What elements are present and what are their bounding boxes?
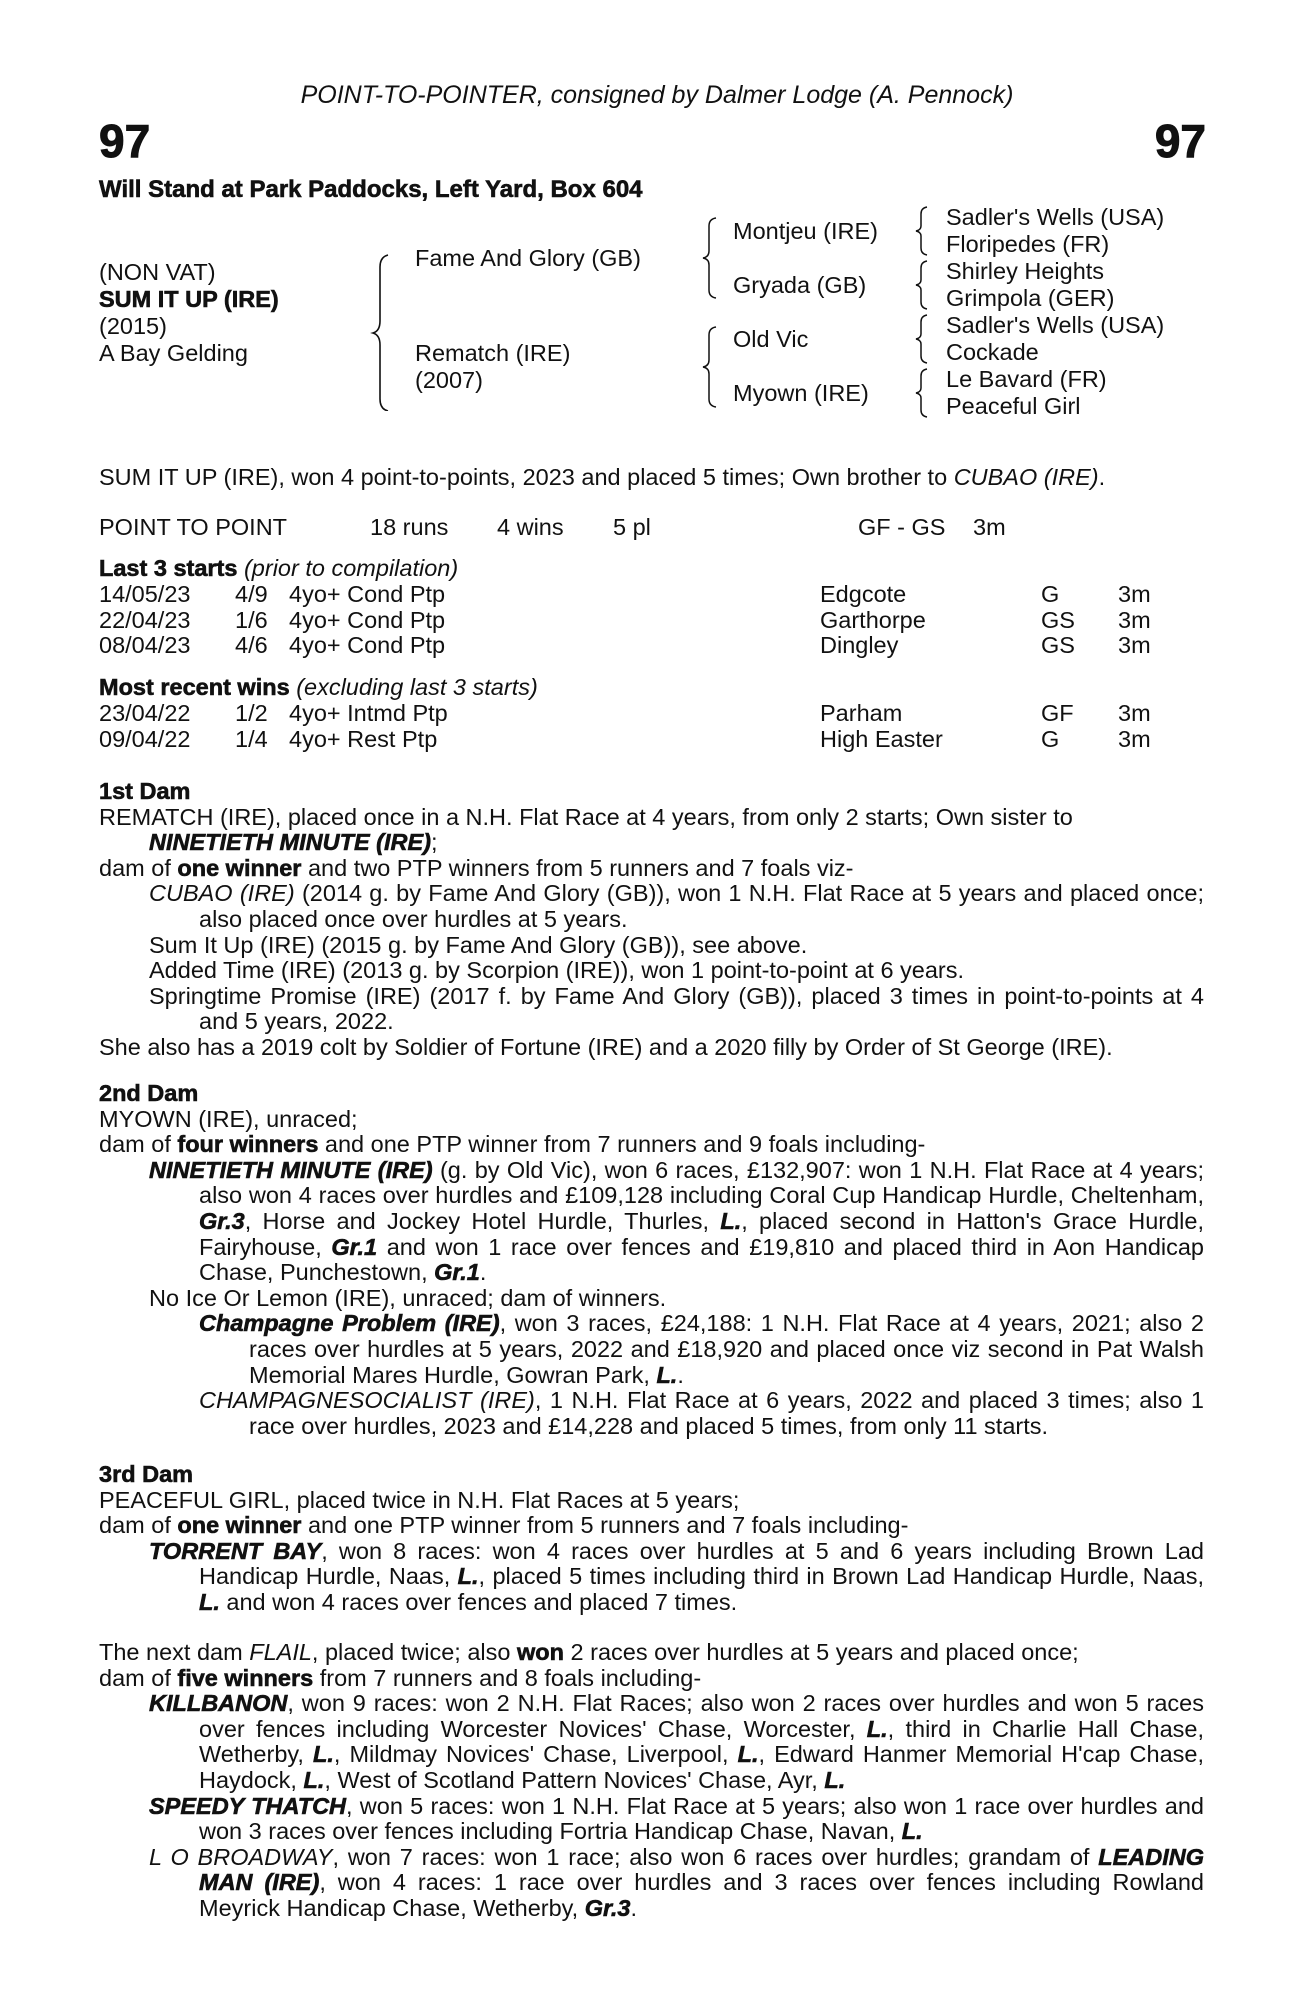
result-going: GS: [1041, 632, 1075, 659]
first-dam-sister: [99, 830, 1204, 856]
dam-sire: Old Vic: [733, 326, 809, 352]
pedigree-brace-g4: [913, 367, 931, 419]
result-pos: 1/2: [235, 700, 268, 726]
catalogue-header: POINT-TO-POINTER, consigned by Dalmer Lodge (A. Pennock): [300, 81, 1014, 109]
result-dist: 3m: [1118, 725, 1151, 752]
first-dam-line: REMATCH (IRE), placed once in a N.H. Flat Race at 4 years, from only 2 starts; Own sister to: [99, 803, 1073, 830]
summary-brother: CUBAO (IRE): [953, 464, 1099, 490]
last3-heading-text: Last 3 starts: [99, 555, 238, 581]
summary-end: .: [1098, 464, 1106, 490]
result-row: [0, 633, 1314, 659]
recent-note: (excluding last 3 starts): [296, 674, 538, 700]
third-dam-heading: 3rd Dam: [99, 1461, 194, 1487]
result-pos: 1/4: [235, 725, 268, 752]
stats-placed: 5 pl: [613, 514, 651, 540]
summary-text: SUM IT UP (IRE), won 4 point-to-points, 2023 and placed 5 times; Own brother to: [99, 464, 954, 490]
speedy-thatch-name: SPEEDY THATCH: [149, 1792, 347, 1819]
result-pos: 4/9: [235, 581, 268, 607]
lo-broadway-text-2: , won 4 races: 1 race over hurdles and 3 races over fences including Rowland Meyrick Handicap Chase, Wetherby,: [199, 1869, 1204, 1921]
lo-broadway-name: L O BROADWAY: [149, 1843, 333, 1870]
next-dam-b: , placed twice; also: [311, 1639, 517, 1665]
ninetieth-text-5: .: [479, 1259, 487, 1286]
dam-of-b: four winners: [177, 1131, 319, 1158]
listed-badge: L.: [901, 1818, 923, 1845]
listed-badge: L.: [312, 1741, 334, 1768]
pedigree-g5: Sadler's Wells (USA): [946, 312, 1165, 338]
flail-name: FLAIL: [249, 1639, 312, 1665]
dam-of-b: one winner: [177, 1512, 302, 1539]
first-dam-heading: 1st Dam: [99, 778, 191, 804]
sire-sire: Montjeu (IRE): [733, 218, 878, 244]
sister-semicolon: ;: [431, 829, 438, 856]
result-date: 22/04/23: [99, 606, 191, 633]
result-course: Garthorpe: [820, 606, 926, 633]
pedigree-brace-g1: [913, 205, 931, 257]
result-row: [0, 608, 1314, 634]
killbanon-text-1: , won 9 races: won 2 N.H. Flat Races; also won 2 races over hurdles and won 5 races over fences including Worcester Novices' Chase, Worcester,: [199, 1690, 1204, 1742]
race-summary: [99, 465, 1204, 491]
grade-3-badge: Gr.3: [199, 1207, 245, 1234]
dam-name: Rematch (IRE): [415, 340, 571, 366]
cubao-name: CUBAO (IRE): [149, 880, 295, 907]
result-race: 4yo+ Cond Ptp: [289, 606, 446, 633]
next-dam-line: [99, 1640, 1204, 1666]
next-dam-won: won: [517, 1639, 564, 1665]
result-date: 14/05/23: [99, 581, 191, 607]
dam-of-c: and two PTP winners from 5 runners and 7 foals viz-: [301, 854, 854, 881]
lot-number-right: 97: [1154, 115, 1206, 167]
result-going: GF: [1041, 700, 1074, 726]
cubao-text: (2014 g. by Fame And Glory (GB)), won 1 N.H. Flat Race at 5 years and placed once; also placed once over hurdles at 5 years.: [199, 880, 1204, 932]
sire-dam: Gryada (GB): [733, 272, 867, 298]
killbanon-text-4: , Edward Hanmer Memorial H'cap Chase, Haydock,: [199, 1741, 1205, 1793]
dam-of-c: and one PTP winner from 7 runners and 9 foals including-: [318, 1131, 926, 1158]
result-course: Parham: [820, 700, 903, 726]
torrent-bay-text-3: and won 4 races over fences and placed 7 times.: [219, 1588, 738, 1615]
horse-name: SUM IT UP (IRE): [99, 286, 279, 312]
dam-of-c: and one PTP winner from 5 runners and 7 foals including-: [301, 1512, 909, 1539]
result-going: G: [1041, 725, 1060, 752]
horse-description: A Bay Gelding: [99, 340, 248, 366]
recent-heading: [99, 675, 538, 701]
result-race: 4yo+ Cond Ptp: [289, 581, 446, 607]
dam-of-b: five winners: [177, 1664, 314, 1691]
dam-of-a: dam of: [99, 1512, 178, 1539]
sister-name: NINETIETH MINUTE (IRE): [149, 829, 431, 856]
leading-man-name: LEADING MAN (IRE): [199, 1843, 1204, 1896]
third-dam-section: [99, 1462, 1204, 1616]
ninetieth-text-2: , Horse and Jockey Hotel Hurdle, Thurles,: [244, 1207, 721, 1234]
sire-name: Fame And Glory (GB): [415, 245, 641, 271]
pedigree-g6: Cockade: [946, 339, 1039, 365]
listed-badge: L.: [199, 1588, 220, 1615]
result-race: 4yo+ Rest Ptp: [289, 725, 438, 752]
champagnesocialist-text: , 1 N.H. Flat Race at 6 years, 2022 and placed 3 times; also 1 race over hurdles, 2023 and £14,228 and placed 5 times, from only 11 starts.: [249, 1387, 1204, 1439]
result-course: Edgcote: [820, 581, 907, 607]
stats-going: GF - GS: [858, 514, 946, 540]
first-dam-also: She also has a 2019 colt by Soldier of Fortune (IRE) and a 2020 filly by Order of St George (IRE).: [99, 1033, 1113, 1060]
grade-1-badge: Gr.1: [331, 1233, 378, 1260]
grade-3-badge: Gr.3: [584, 1894, 631, 1921]
ninetieth-text-1: (g. by Old Vic), won 6 races, £132,907: won 1 N.H. Flat Race at 4 years; also won 4 races over hurdles and £109,128 including Coral Cup Handicap Hurdle, Cheltenham,: [199, 1156, 1204, 1209]
offspring-champagne-problem: [99, 1311, 1204, 1388]
ninetieth-text-4: and won 1 race over fences and £19,810 and placed third in Aon Handicap Chase, Punchestown,: [199, 1233, 1205, 1286]
pedigree-g3: Shirley Heights: [946, 258, 1105, 284]
result-dist: 3m: [1118, 606, 1151, 633]
offspring-springtime-promise: Springtime Promise (IRE) (2017 f. by Fame And Glory (GB)), placed 3 times in point-to-points at 4 and 5 years, 2022.: [149, 982, 1204, 1035]
pedigree-g8: Peaceful Girl: [946, 393, 1081, 419]
result-dist: 3m: [1118, 700, 1151, 726]
pedigree-brace-g2: [913, 259, 931, 311]
result-course: Dingley: [820, 632, 899, 659]
champagne-problem-end: .: [677, 1361, 684, 1388]
result-row: [0, 701, 1314, 727]
pedigree-brace-main: [370, 253, 392, 411]
stable-location: Will Stand at Park Paddocks, Left Yard, Box 604: [99, 176, 643, 203]
second-dam-line: MYOWN (IRE), unraced;: [99, 1105, 358, 1132]
torrent-bay-text-2: , placed 5 times including third in Brown Lad Handicap Hurdle, Naas,: [478, 1563, 1204, 1590]
second-dam-heading: 2nd Dam: [99, 1080, 199, 1106]
result-race: 4yo+ Cond Ptp: [289, 632, 446, 659]
stats-label: POINT TO POINT: [99, 514, 288, 540]
next-dam-a: The next dam: [99, 1639, 250, 1665]
dam-of-a: dam of: [99, 1664, 178, 1691]
last3-note: (prior to compilation): [243, 555, 459, 581]
lo-broadway-end: .: [630, 1894, 637, 1921]
stats-wins: 4 wins: [497, 514, 564, 540]
first-dam-section: [99, 779, 1204, 1061]
listed-badge: L.: [656, 1361, 678, 1388]
horse-year: (2015): [99, 313, 167, 339]
vat-status: (NON VAT): [99, 259, 216, 285]
dam-of-c: from 7 runners and 8 foals including-: [313, 1664, 702, 1691]
lot-number-left: 97: [99, 115, 151, 167]
result-race: 4yo+ Intmd Ptp: [289, 700, 448, 726]
pedigree-g2: Floripedes (FR): [946, 231, 1110, 257]
dam-year: (2007): [415, 367, 483, 393]
champagne-problem-name: Champagne Problem (IRE): [199, 1310, 500, 1337]
listed-badge: L.: [866, 1715, 888, 1742]
listed-badge: L.: [457, 1563, 479, 1590]
result-dist: 3m: [1118, 581, 1151, 607]
last3-heading: [99, 556, 458, 582]
result-date: 08/04/23: [99, 632, 191, 659]
next-dam-c: 2 races over hurdles at 5 years and placed once;: [564, 1639, 1079, 1665]
offspring-champagnesocialist: [99, 1388, 1204, 1439]
result-row: [0, 727, 1314, 753]
result-dist: 3m: [1118, 632, 1151, 659]
grade-1-badge: Gr.1: [434, 1259, 480, 1286]
killbanon-text-5: , West of Scotland Pattern Novices' Chase, Ayr,: [324, 1766, 825, 1793]
listed-badge: L.: [737, 1741, 759, 1768]
torrent-bay-name: TORRENT BAY: [149, 1537, 322, 1564]
recent-heading-text: Most recent wins: [99, 674, 290, 700]
speedy-thatch-text: , won 5 races: won 1 N.H. Flat Race at 5 years; also won 1 race over hurdles and won 3 races over fences including Fortria Handicap Chase, Navan,: [199, 1792, 1204, 1845]
result-pos: 4/6: [235, 632, 268, 659]
second-dam-produce: [99, 1132, 1204, 1158]
offspring-cubao: [99, 881, 1204, 932]
pedigree-g1: Sadler's Wells (USA): [946, 204, 1165, 230]
offspring-ninetieth-minute: [99, 1158, 1204, 1286]
next-dam-produce: [99, 1666, 1204, 1692]
second-dam-section: [99, 1081, 1204, 1439]
listed-badge: L.: [303, 1766, 325, 1793]
killbanon-text-3: , Mildmay Novices' Chase, Liverpool,: [333, 1741, 738, 1768]
champagnesocialist-name: CHAMPAGNESOCIALIST (IRE): [199, 1387, 535, 1414]
third-dam-line: PEACEFUL GIRL, placed twice in N.H. Flat Races at 5 years;: [99, 1486, 740, 1513]
dam-of-b: one winner: [177, 854, 302, 881]
listed-badge: L.: [824, 1766, 846, 1793]
dam-dam: Myown (IRE): [733, 380, 869, 406]
offspring-added-time: Added Time (IRE) (2013 g. by Scorpion (IRE)), won 1 point-to-point at 6 years.: [149, 957, 965, 984]
third-dam-produce: [99, 1513, 1204, 1539]
result-date: 23/04/22: [99, 700, 191, 726]
first-dam-produce: [99, 856, 1204, 882]
next-dam-section: [99, 1640, 1204, 1922]
torrent-bay-text-1: , won 8 races: won 4 races over hurdles at 5 and 6 years including Brown Lad Handicap Hurdle, Naas,: [199, 1537, 1205, 1590]
pedigree-brace-sire: [700, 216, 720, 300]
offspring-lo-broadway: [99, 1845, 1204, 1922]
result-going: GS: [1041, 606, 1075, 633]
ninetieth-name: NINETIETH MINUTE (IRE): [149, 1156, 433, 1183]
result-pos: 1/6: [235, 606, 268, 633]
first-dam-intro: [99, 805, 1204, 831]
result-row: [0, 582, 1314, 608]
pedigree-brace-dam: [700, 325, 720, 409]
pedigree-g4: Grimpola (GER): [946, 285, 1115, 311]
offspring-torrent-bay: [99, 1539, 1204, 1616]
offspring-speedy-thatch: [99, 1794, 1204, 1845]
offspring-no-ice-or-lemon: No Ice Or Lemon (IRE), unraced; dam of winners.: [149, 1284, 667, 1311]
result-course: High Easter: [820, 725, 943, 752]
champagne-problem-text: , won 3 races, £24,188: 1 N.H. Flat Race at 4 years, 2021; also 2 races over hurdles at 5 years, 2022 and £18,920 and placed once viz second in Pat Walsh Memorial Mares Hurdle, Gowran Park,: [249, 1310, 1204, 1388]
ptp-stats: [0, 515, 1314, 541]
killbanon-text-2: , third in Charlie Hall Chase, Wetherby,: [199, 1715, 1205, 1768]
lo-broadway-text-1: , won 7 races: won 1 race; also won 6 races over hurdles; grandam of: [332, 1843, 1099, 1870]
killbanon-name: KILLBANON: [149, 1690, 288, 1717]
result-date: 09/04/22: [99, 725, 191, 752]
dam-of-a: dam of: [99, 1131, 178, 1158]
pedigree-g7: Le Bavard (FR): [946, 366, 1107, 392]
offspring-sum-it-up: Sum It Up (IRE) (2015 g. by Fame And Glory (GB)), see above.: [149, 931, 808, 958]
dam-of-a: dam of: [99, 854, 178, 881]
pedigree-brace-g3: [913, 313, 931, 365]
stats-runs: 18 runs: [370, 514, 449, 540]
listed-badge: L.: [720, 1207, 742, 1234]
result-going: G: [1041, 581, 1060, 607]
offspring-killbanon: [99, 1691, 1204, 1793]
ninetieth-text-3: , placed second in Hatton's Grace Hurdle, Fairyhouse,: [199, 1207, 1204, 1260]
stats-dist: 3m: [973, 514, 1006, 540]
